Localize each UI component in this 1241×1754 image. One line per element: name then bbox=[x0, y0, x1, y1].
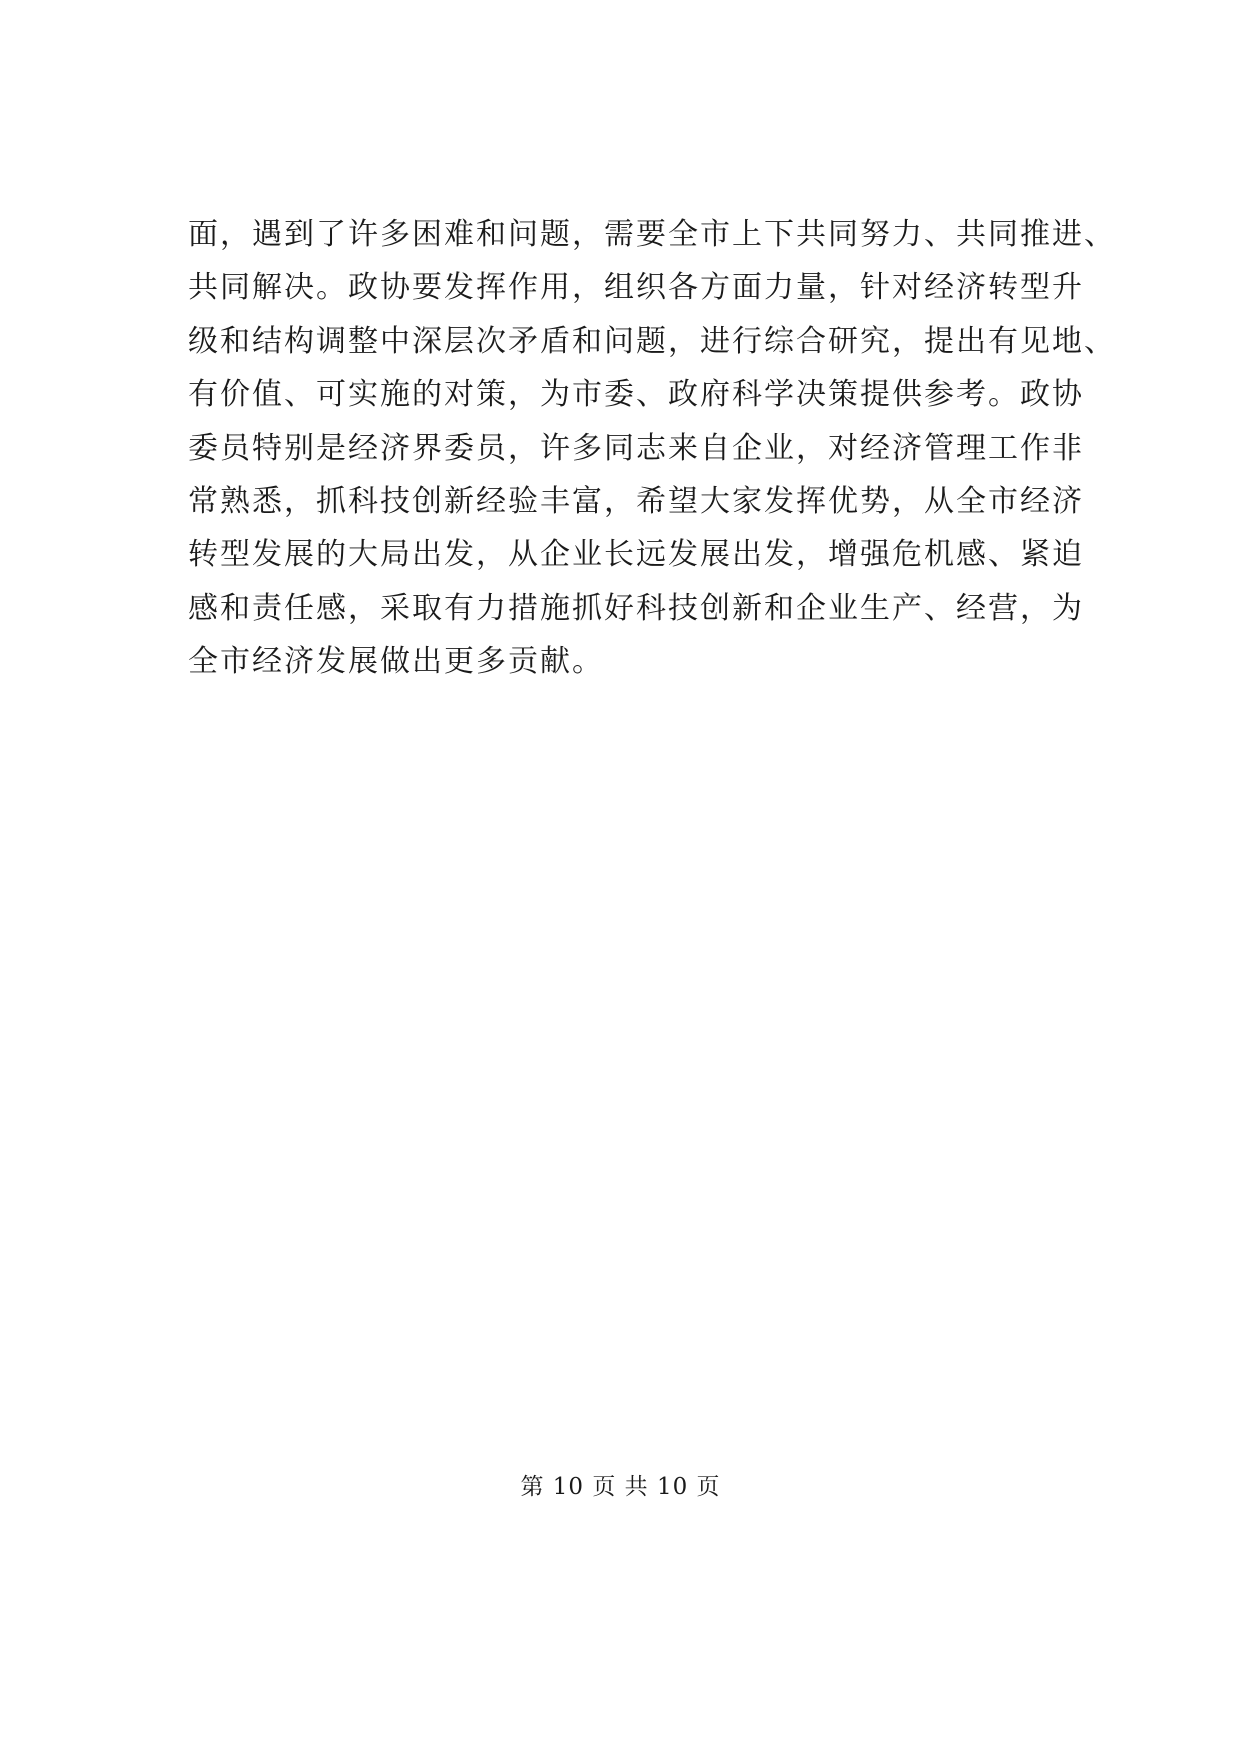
paragraph-line: 转型发展的大局出发，从企业长远发展出发，增强危机感、紧迫 bbox=[188, 537, 1084, 573]
paragraph-line: 共同解决。政协要发挥作用，组织各方面力量，针对经济转型升 bbox=[188, 270, 1084, 306]
paragraph-line: 委员特别是经济界委员，许多同志来自企业，对经济管理工作非 bbox=[188, 430, 1084, 466]
paragraph-line: 级和结构调整中深层次矛盾和问题，进行综合研究，提出有见地、 bbox=[188, 323, 1116, 359]
paragraph-line: 面，遇到了许多困难和问题，需要全市上下共同努力、共同推进、 bbox=[188, 217, 1116, 252]
paragraph-line: 全市经济发展做出更多贡献。 bbox=[188, 644, 604, 680]
page-footer bbox=[0, 1468, 1241, 1501]
paragraph-line: 感和责任感，采取有力措施抓好科技创新和企业生产、经营，为 bbox=[188, 590, 1084, 626]
page-number-label: 第 10 页 共 10 页 bbox=[520, 1474, 721, 1500]
paragraph-line: 常熟悉，抓科技创新经验丰富，希望大家发挥优势，从全市经济 bbox=[188, 483, 1084, 519]
paragraph-line: 有价值、可实施的对策，为市委、政府科学决策提供参考。政协 bbox=[188, 377, 1084, 413]
body-paragraph bbox=[188, 208, 1116, 689]
